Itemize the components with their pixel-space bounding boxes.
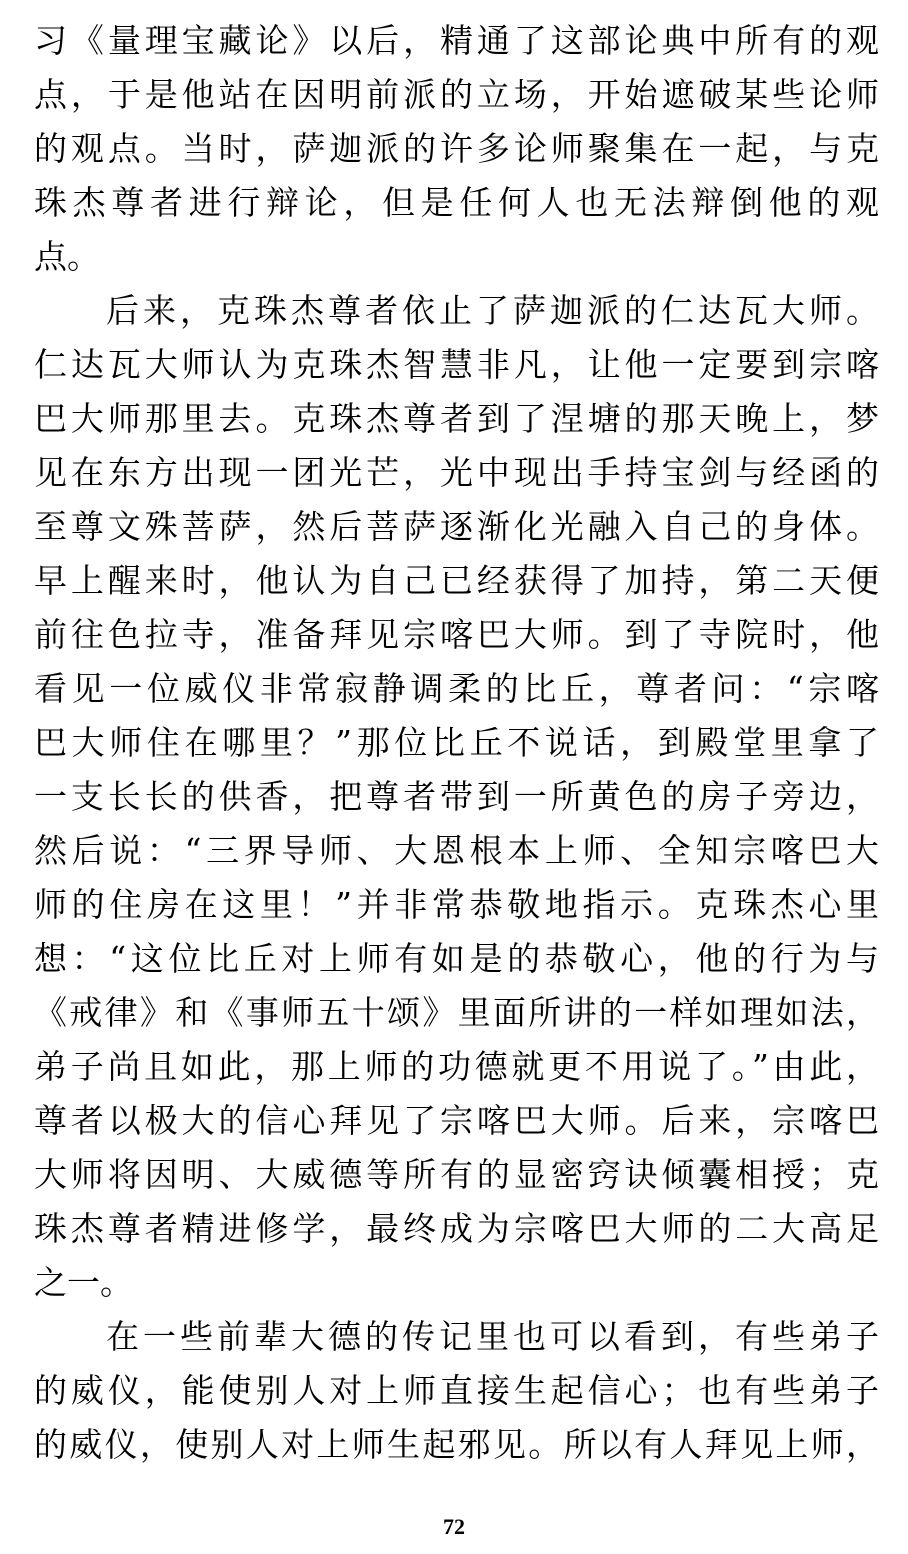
text-line: 然后说：“三界导师、大恩根本上师、全知宗喀巴大: [34, 831, 879, 870]
text-line: 的威仪，能使别人对上师直接生起信心；也有些弟子: [34, 1371, 879, 1410]
text-line: 珠杰尊者精进修学，最终成为宗喀巴大师的二大高足: [34, 1209, 879, 1248]
text-line: 仁达瓦大师认为克珠杰智慧非凡，让他一定要到宗喀: [34, 345, 879, 384]
text-line: 巴大师那里去。克珠杰尊者到了涅塘的那天晚上，梦: [34, 399, 879, 438]
paragraph: [34, 1310, 879, 1472]
text-line: 点。: [34, 237, 100, 276]
text-line: 习《量理宝藏论》以后，精通了这部论典中所有的观: [34, 21, 879, 60]
text-line: 《戒律》和《事师五十颂》里面所讲的一样如理如法，: [34, 993, 879, 1032]
text-line: 珠杰尊者进行辩论，但是任何人也无法辩倒他的观: [34, 183, 879, 222]
text-line: 一支长长的供香，把尊者带到一所黄色的房子旁边，: [34, 777, 879, 816]
text-line: 见在东方出现一团光芒，光中现出手持宝剑与经函的: [34, 453, 879, 492]
page-number: 72: [443, 1514, 465, 1539]
text-line: 的威仪，使别人对上师生起邪见。所以有人拜见上师，: [34, 1425, 879, 1464]
text-line: 的观点。当时，萨迦派的许多论师聚集在一起，与克: [34, 129, 879, 168]
text-line: 之一。: [34, 1263, 133, 1302]
text-line: 师的住房在这里！”并非常恭敬地指示。克珠杰心里: [34, 885, 879, 924]
text-line: 尊者以极大的信心拜见了宗喀巴大师。后来，宗喀巴: [34, 1101, 879, 1140]
text-line: 弟子尚且如此，那上师的功德就更不用说了。”由此，: [34, 1047, 879, 1086]
text-line: 巴大师住在哪里？”那位比丘不说话，到殿堂里拿了: [34, 723, 879, 762]
text-line: 在一些前辈大德的传记里也可以看到，有些弟子: [106, 1317, 879, 1356]
body-text: [34, 14, 879, 1472]
paragraph: [34, 14, 879, 284]
paragraph: [34, 284, 879, 1310]
text-line: 看见一位威仪非常寂静调柔的比丘，尊者问：“宗喀: [34, 669, 879, 708]
text-line: 点，于是他站在因明前派的立场，开始遮破某些论师: [34, 75, 879, 114]
text-line: 早上醒来时，他认为自己已经获得了加持，第二天便: [34, 561, 879, 600]
text-line: 后来，克珠杰尊者依止了萨迦派的仁达瓦大师。: [106, 291, 879, 330]
text-line: 至尊文殊菩萨，然后菩萨逐渐化光融入自己的身体。: [34, 507, 879, 546]
text-line: 大师将因明、大威德等所有的显密窍诀倾囊相授；克: [34, 1155, 879, 1194]
text-line: 前往色拉寺，准备拜见宗喀巴大师。到了寺院时，他: [34, 615, 879, 654]
text-line: 想：“这位比丘对上师有如是的恭敬心，他的行为与: [34, 939, 879, 978]
